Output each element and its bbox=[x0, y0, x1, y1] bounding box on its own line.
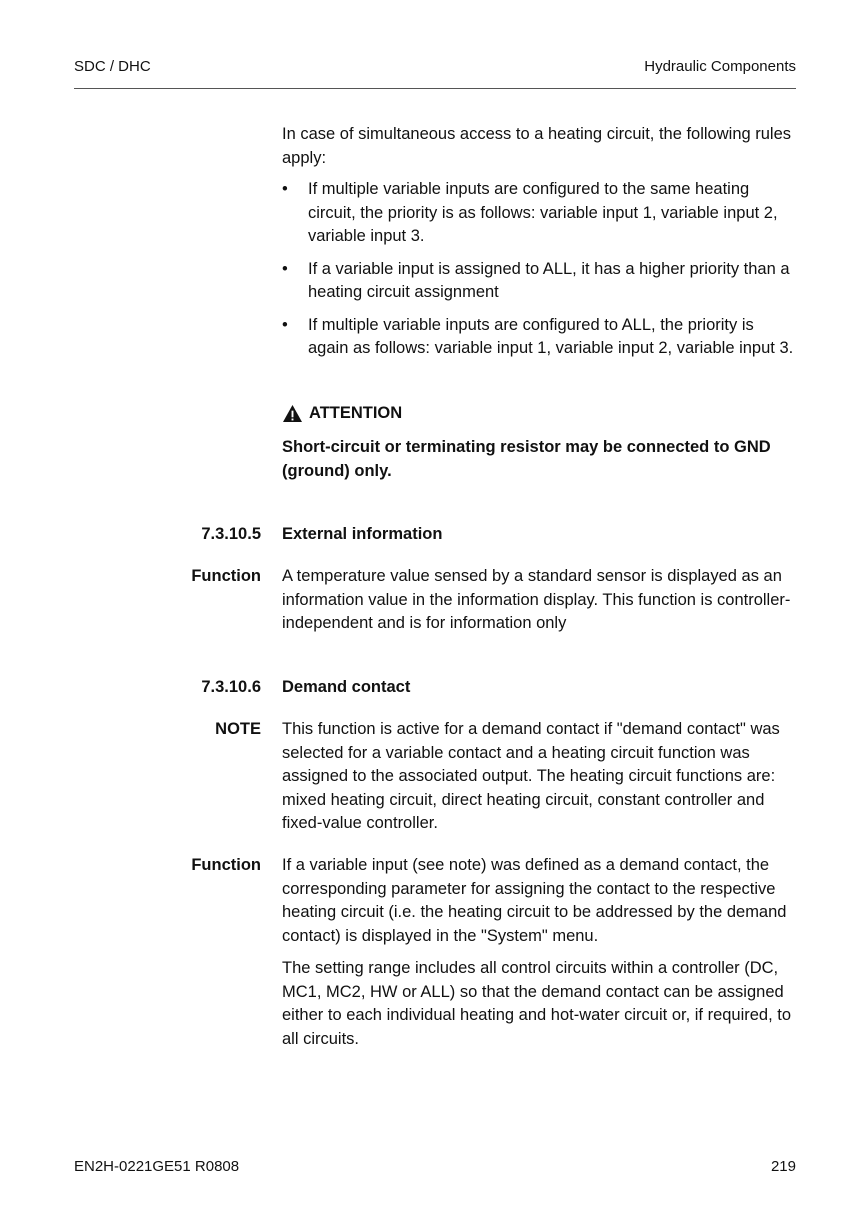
section-number: 7.3.10.5 bbox=[201, 525, 261, 543]
page-number: 219 bbox=[770, 1158, 796, 1175]
function-label: Function bbox=[191, 567, 261, 585]
list-item: • If a variable input is assigned to ALL, it has a higher priority than a heating circuit assignment bbox=[282, 258, 797, 305]
attention-heading bbox=[282, 402, 402, 426]
function-text: If a variable input (see note) was defined as a demand contact, the corresponding parameter for assigning the contact to the respective heating circuit (i.e. the heating circuit to be addressed by the demand contact) is displayed in the "System" menu. bbox=[282, 856, 787, 945]
list-item: • If multiple variable inputs are configured to the same heating circuit, the priority is as follows: variable input 1, variable input 2, variable input 3. bbox=[282, 178, 797, 249]
intro-paragraph: In case of simultaneous access to a heating circuit, the following rules apply: bbox=[282, 125, 792, 167]
document-code: EN2H-0221GE51 R0808 bbox=[74, 1158, 240, 1175]
header-product: SDC / DHC bbox=[74, 58, 151, 75]
function-label: Function bbox=[191, 856, 261, 874]
attention-label: ATTENTION bbox=[309, 404, 403, 422]
function-text-continued: The setting range includes all control circuits within a controller (DC, MC1, MC2, HW or ALL) so that the demand contact can be assigned either to each individual heating and hot-water circuit or, if required, to all circuits. bbox=[282, 959, 792, 1048]
page-header bbox=[74, 58, 796, 89]
header-chapter: Hydraulic Components bbox=[644, 58, 796, 75]
function-text: A temperature value sensed by a standard sensor is displayed as an information value in the information display. This function is controller-independent and is for information only bbox=[282, 567, 791, 632]
section-number: 7.3.10.6 bbox=[201, 678, 261, 696]
section-title: External information bbox=[282, 525, 443, 543]
priority-rules-list bbox=[282, 178, 797, 370]
note-label: NOTE bbox=[215, 720, 261, 738]
attention-text: Short-circuit or terminating resistor may be connected to GND (ground) only. bbox=[282, 438, 771, 480]
section-title: Demand contact bbox=[282, 678, 411, 696]
note-text: This function is active for a demand contact if "demand contact" was selected for a variable contact and a heating circuit function was assigned to the associated output. The heating circuit functions are: mixed heating circuit, direct heating circuit, constant controller and fixed-value controller. bbox=[282, 720, 780, 832]
warning-triangle-icon bbox=[282, 404, 303, 423]
list-item: • If multiple variable inputs are configured to ALL, the priority is again as follows: variable input 1, variable input 2, variable input 3. bbox=[282, 314, 797, 361]
